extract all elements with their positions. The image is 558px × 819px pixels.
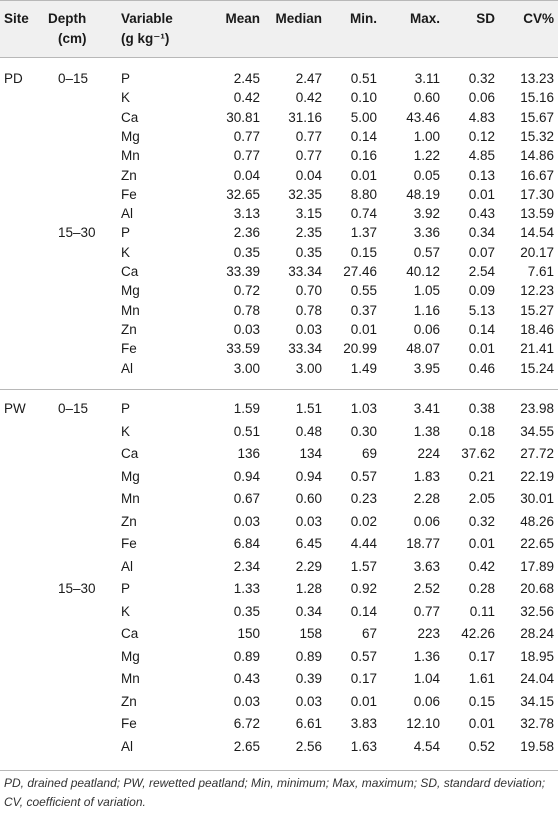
cell-variable: Fe bbox=[121, 186, 137, 202]
cell-min: 1.49 bbox=[350, 360, 377, 376]
cell-max: 223 bbox=[417, 626, 440, 641]
cell-mean: 33.59 bbox=[226, 341, 260, 357]
cell-variable: Zn bbox=[121, 513, 137, 529]
cell-min: 4.44 bbox=[350, 536, 377, 551]
cell-min: 1.63 bbox=[350, 738, 377, 754]
cell-cv: 32.56 bbox=[520, 603, 554, 619]
cell-min: 0.15 bbox=[350, 244, 377, 260]
cell-cv: 14.86 bbox=[520, 148, 554, 164]
cell-cv: 22.65 bbox=[520, 536, 554, 551]
header-depth-line2: (cm) bbox=[58, 31, 87, 46]
cell-mean: 0.77 bbox=[233, 128, 260, 144]
cell-min: 0.92 bbox=[350, 581, 377, 596]
cell-max: 0.06 bbox=[413, 321, 440, 337]
cell-sd: 0.42 bbox=[468, 558, 495, 574]
cell-cv: 15.32 bbox=[520, 128, 554, 144]
cell-median: 33.34 bbox=[288, 264, 322, 279]
cell-max: 2.28 bbox=[413, 491, 440, 506]
cell-max: 1.38 bbox=[413, 423, 440, 439]
cell-min: 69 bbox=[361, 446, 377, 461]
cell-min: 0.14 bbox=[350, 128, 377, 144]
cell-median: 6.45 bbox=[295, 536, 322, 551]
cell-cv: 18.95 bbox=[520, 648, 554, 664]
cell-min: 5.00 bbox=[350, 109, 377, 125]
cell-min: 0.23 bbox=[350, 491, 377, 506]
cell-variable: Fe bbox=[121, 341, 137, 357]
header-max: Max. bbox=[409, 11, 440, 26]
cell-sd: 4.85 bbox=[468, 148, 495, 164]
cell-variable: Mn bbox=[121, 671, 140, 686]
header-variable-line2: (g kg⁻¹) bbox=[121, 31, 170, 46]
cell-max: 0.57 bbox=[413, 244, 440, 260]
cell-min: 67 bbox=[361, 626, 377, 641]
cell-sd: 0.11 bbox=[469, 603, 495, 619]
cell-variable: Mg bbox=[121, 283, 140, 299]
cell-sd: 5.13 bbox=[468, 302, 495, 318]
cell-max: 0.05 bbox=[413, 167, 440, 183]
cell-mean: 0.35 bbox=[233, 244, 260, 260]
cell-sd: 0.34 bbox=[468, 225, 495, 241]
cell-variable: Fe bbox=[121, 716, 137, 731]
cell-cv: 15.24 bbox=[520, 360, 554, 376]
cell-median: 1.28 bbox=[295, 581, 322, 596]
cell-cv: 34.15 bbox=[520, 693, 554, 709]
cell-cv: 20.68 bbox=[520, 581, 554, 596]
cell-variable: Zn bbox=[121, 693, 137, 709]
cell-cv: 13.59 bbox=[520, 206, 554, 222]
cell-min: 0.57 bbox=[350, 468, 377, 484]
cell-max: 3.11 bbox=[414, 71, 440, 86]
cell-cv: 22.19 bbox=[520, 468, 554, 484]
cell-cv: 34.55 bbox=[520, 423, 554, 439]
cell-mean: 0.04 bbox=[233, 167, 260, 183]
header-sd: SD bbox=[476, 11, 495, 26]
cell-mean: 0.51 bbox=[233, 423, 260, 439]
cell-max: 1.22 bbox=[413, 148, 440, 164]
cell-variable: Fe bbox=[121, 536, 137, 551]
cell-mean: 2.45 bbox=[233, 71, 260, 86]
cell-median: 0.77 bbox=[295, 148, 322, 164]
cell-mean: 33.39 bbox=[226, 264, 260, 279]
cell-median: 158 bbox=[299, 626, 322, 641]
cell-cv: 27.72 bbox=[520, 446, 554, 461]
header-min: Min. bbox=[350, 11, 377, 26]
cell-mean: 0.77 bbox=[233, 148, 260, 164]
cell-min: 1.03 bbox=[350, 401, 377, 416]
cell-sd: 0.21 bbox=[468, 468, 495, 484]
cell-sd: 1.61 bbox=[468, 671, 495, 686]
header-cv: CV% bbox=[523, 11, 554, 26]
cell-depth: 15–30 bbox=[58, 225, 96, 241]
cell-mean: 2.65 bbox=[233, 738, 260, 754]
cell-site: PD bbox=[4, 71, 23, 86]
cell-variable: Zn bbox=[121, 321, 137, 337]
cell-variable: Al bbox=[121, 206, 134, 222]
cell-median: 31.16 bbox=[288, 109, 322, 125]
cell-cv: 24.04 bbox=[520, 671, 554, 686]
cell-mean: 3.00 bbox=[233, 360, 260, 376]
cell-max: 1.16 bbox=[413, 302, 440, 318]
cell-mean: 0.42 bbox=[233, 90, 260, 106]
cell-variable: P bbox=[121, 581, 131, 596]
cell-mean: 0.43 bbox=[233, 671, 260, 686]
cell-cv: 15.27 bbox=[520, 302, 554, 318]
cell-min: 3.83 bbox=[350, 716, 377, 731]
cell-depth: 0–15 bbox=[58, 401, 89, 416]
cell-median: 0.48 bbox=[295, 423, 322, 439]
cell-min: 1.37 bbox=[350, 225, 377, 241]
cell-variable: Zn bbox=[121, 167, 137, 183]
table-bottom-rule bbox=[0, 770, 558, 771]
cell-variable: Ca bbox=[121, 264, 139, 279]
cell-sd: 0.13 bbox=[468, 167, 495, 183]
cell-median: 0.03 bbox=[295, 321, 322, 337]
cell-variable: Al bbox=[121, 738, 134, 754]
cell-variable: Ca bbox=[121, 626, 139, 641]
cell-mean: 0.89 bbox=[233, 648, 260, 664]
cell-median: 134 bbox=[299, 446, 322, 461]
cell-median: 0.39 bbox=[295, 671, 322, 686]
header-depth-line1: Depth bbox=[48, 11, 87, 26]
cell-max: 1.04 bbox=[413, 671, 440, 686]
cell-sd: 0.52 bbox=[468, 738, 495, 754]
cell-sd: 0.12 bbox=[468, 128, 495, 144]
cell-sd: 0.32 bbox=[468, 71, 495, 86]
header-site: Site bbox=[4, 11, 29, 26]
cell-variable: P bbox=[121, 225, 131, 241]
cell-max: 12.10 bbox=[406, 716, 440, 731]
cell-min: 0.01 bbox=[350, 321, 377, 337]
cell-min: 0.02 bbox=[350, 513, 377, 529]
cell-mean: 32.65 bbox=[226, 186, 260, 202]
cell-median: 0.34 bbox=[295, 603, 322, 619]
cell-cv: 17.30 bbox=[520, 186, 554, 202]
cell-min: 0.30 bbox=[350, 423, 377, 439]
cell-min: 20.99 bbox=[343, 341, 377, 357]
cell-median: 0.03 bbox=[295, 513, 322, 529]
cell-mean: 150 bbox=[237, 626, 260, 641]
cell-sd: 0.32 bbox=[468, 513, 495, 529]
cell-max: 4.54 bbox=[413, 738, 440, 754]
cell-cv: 12.23 bbox=[520, 283, 554, 299]
cell-mean: 136 bbox=[237, 446, 260, 461]
cell-max: 1.05 bbox=[413, 283, 440, 299]
cell-cv: 15.16 bbox=[520, 90, 554, 106]
cell-mean: 6.84 bbox=[233, 536, 260, 551]
cell-median: 2.29 bbox=[295, 558, 322, 574]
cell-min: 0.01 bbox=[350, 693, 377, 709]
cell-depth: 0–15 bbox=[58, 71, 89, 86]
cell-cv: 32.78 bbox=[520, 716, 554, 731]
cell-mean: 6.72 bbox=[233, 716, 260, 731]
cell-cv: 7.61 bbox=[527, 264, 554, 279]
cell-median: 0.94 bbox=[295, 468, 322, 484]
cell-variable: Mn bbox=[121, 491, 140, 506]
cell-variable: Mg bbox=[121, 468, 140, 484]
cell-cv: 23.98 bbox=[520, 401, 554, 416]
cell-cv: 14.54 bbox=[520, 225, 554, 241]
cell-cv: 48.26 bbox=[520, 513, 554, 529]
cell-median: 3.00 bbox=[295, 360, 322, 376]
cell-median: 0.78 bbox=[295, 302, 322, 318]
cell-min: 0.16 bbox=[350, 148, 377, 164]
cell-cv: 18.46 bbox=[520, 321, 554, 337]
cell-mean: 0.94 bbox=[233, 468, 260, 484]
cell-cv: 28.24 bbox=[520, 626, 554, 641]
cell-median: 0.77 bbox=[295, 128, 322, 144]
cell-depth: 15–30 bbox=[58, 581, 96, 596]
header-variable-line1: Variable bbox=[121, 11, 173, 26]
table-footnote: PD, drained peatland; PW, rewetted peatland; Min, minimum; Max, maximum; SD, standard deviation; CV, coefficient of variation. bbox=[4, 776, 546, 809]
cell-max: 0.77 bbox=[413, 603, 440, 619]
cell-cv: 19.58 bbox=[520, 738, 554, 754]
cell-variable: K bbox=[121, 244, 131, 260]
cell-max: 3.36 bbox=[413, 225, 440, 241]
cell-mean: 3.13 bbox=[233, 206, 260, 222]
cell-variable: Mn bbox=[121, 302, 140, 318]
cell-mean: 1.33 bbox=[233, 581, 260, 596]
cell-min: 27.46 bbox=[343, 264, 377, 279]
cell-variable: Ca bbox=[121, 446, 139, 461]
cell-sd: 0.43 bbox=[468, 206, 495, 222]
cell-mean: 0.35 bbox=[233, 603, 260, 619]
cell-max: 1.36 bbox=[413, 648, 440, 664]
cell-max: 40.12 bbox=[406, 264, 440, 279]
table-header bbox=[0, 0, 558, 58]
cell-median: 0.42 bbox=[295, 90, 322, 106]
cell-min: 0.10 bbox=[350, 90, 377, 106]
cell-median: 2.47 bbox=[295, 71, 322, 86]
cell-cv: 15.67 bbox=[520, 109, 554, 125]
cell-variable: Mg bbox=[121, 128, 140, 144]
cell-variable: Al bbox=[121, 558, 134, 574]
cell-sd: 0.01 bbox=[468, 341, 495, 357]
cell-median: 33.34 bbox=[288, 341, 322, 357]
cell-mean: 1.59 bbox=[233, 401, 260, 416]
cell-mean: 0.78 bbox=[233, 302, 260, 318]
cell-sd: 42.26 bbox=[461, 626, 495, 641]
cell-cv: 21.41 bbox=[520, 341, 554, 357]
cell-variable: Al bbox=[121, 360, 134, 376]
cell-variable: P bbox=[121, 71, 131, 86]
cell-sd: 2.05 bbox=[468, 491, 495, 506]
cell-median: 32.35 bbox=[288, 186, 322, 202]
cell-min: 0.37 bbox=[350, 302, 377, 318]
cell-sd: 0.01 bbox=[468, 186, 495, 202]
cell-min: 0.51 bbox=[350, 71, 377, 86]
cell-max: 2.52 bbox=[413, 581, 440, 596]
cell-sd: 0.01 bbox=[468, 536, 495, 551]
cell-cv: 30.01 bbox=[520, 491, 554, 506]
cell-min: 1.57 bbox=[350, 558, 377, 574]
cell-sd: 0.28 bbox=[468, 581, 495, 596]
cell-sd: 0.06 bbox=[468, 90, 495, 106]
cell-sd: 0.18 bbox=[468, 423, 495, 439]
cell-mean: 0.03 bbox=[233, 513, 260, 529]
header-mean: Mean bbox=[225, 11, 260, 26]
cell-min: 0.55 bbox=[350, 283, 377, 299]
cell-variable: K bbox=[121, 603, 131, 619]
cell-sd: 0.14 bbox=[468, 321, 495, 337]
cell-variable: P bbox=[121, 401, 131, 416]
cell-max: 1.83 bbox=[413, 468, 440, 484]
cell-mean: 30.81 bbox=[226, 109, 260, 125]
cell-median: 0.89 bbox=[295, 648, 322, 664]
cell-sd: 2.54 bbox=[468, 264, 495, 279]
cell-variable: Ca bbox=[121, 109, 139, 125]
cell-max: 48.19 bbox=[406, 186, 440, 202]
cell-median: 6.61 bbox=[295, 716, 322, 731]
cell-variable: Mg bbox=[121, 648, 140, 664]
cell-sd: 0.07 bbox=[468, 244, 495, 260]
cell-min: 8.80 bbox=[350, 186, 377, 202]
cell-max: 3.95 bbox=[413, 360, 440, 376]
cell-cv: 20.17 bbox=[520, 244, 554, 260]
cell-sd: 0.01 bbox=[468, 716, 495, 731]
cell-min: 0.01 bbox=[350, 167, 377, 183]
cell-max: 3.92 bbox=[413, 206, 440, 222]
cell-median: 1.51 bbox=[295, 401, 322, 416]
cell-max: 18.77 bbox=[406, 536, 440, 551]
cell-max: 3.41 bbox=[413, 401, 440, 416]
cell-sd: 0.09 bbox=[468, 283, 495, 299]
cell-min: 0.57 bbox=[350, 648, 377, 664]
cell-median: 0.35 bbox=[295, 244, 322, 260]
cell-sd: 4.83 bbox=[468, 109, 495, 125]
cell-variable: Mn bbox=[121, 148, 140, 164]
header-median: Median bbox=[275, 11, 322, 26]
cell-min: 0.14 bbox=[350, 603, 377, 619]
cell-mean: 0.03 bbox=[233, 321, 260, 337]
cell-median: 0.03 bbox=[295, 693, 322, 709]
cell-max: 3.63 bbox=[413, 558, 440, 574]
cell-sd: 0.38 bbox=[468, 401, 495, 416]
section-divider bbox=[0, 389, 558, 390]
cell-mean: 0.72 bbox=[233, 283, 260, 299]
cell-mean: 0.03 bbox=[233, 693, 260, 709]
cell-median: 0.70 bbox=[295, 283, 322, 299]
cell-variable: K bbox=[121, 423, 131, 439]
cell-sd: 0.15 bbox=[468, 693, 495, 709]
cell-mean: 0.67 bbox=[233, 491, 260, 506]
cell-median: 2.35 bbox=[295, 225, 322, 241]
cell-site: PW bbox=[4, 401, 26, 416]
cell-max: 43.46 bbox=[406, 109, 440, 125]
cell-max: 48.07 bbox=[406, 341, 440, 357]
cell-sd: 0.46 bbox=[468, 360, 495, 376]
cell-mean: 2.36 bbox=[233, 225, 260, 241]
cell-max: 1.00 bbox=[413, 128, 440, 144]
cell-cv: 16.67 bbox=[520, 167, 554, 183]
cell-sd: 0.17 bbox=[468, 648, 495, 664]
cell-min: 0.17 bbox=[350, 671, 377, 686]
cell-min: 0.74 bbox=[350, 206, 377, 222]
cell-max: 0.06 bbox=[413, 513, 440, 529]
cell-sd: 37.62 bbox=[461, 446, 495, 461]
cell-median: 0.60 bbox=[295, 491, 322, 506]
cell-cv: 13.23 bbox=[520, 71, 554, 86]
cell-max: 0.06 bbox=[413, 693, 440, 709]
cell-median: 0.04 bbox=[295, 167, 322, 183]
cell-max: 224 bbox=[417, 446, 440, 461]
cell-median: 2.56 bbox=[295, 738, 322, 754]
cell-variable: K bbox=[121, 90, 131, 106]
cell-median: 3.15 bbox=[295, 206, 322, 222]
cell-mean: 2.34 bbox=[233, 558, 260, 574]
cell-max: 0.60 bbox=[413, 90, 440, 106]
cell-cv: 17.89 bbox=[520, 558, 554, 574]
